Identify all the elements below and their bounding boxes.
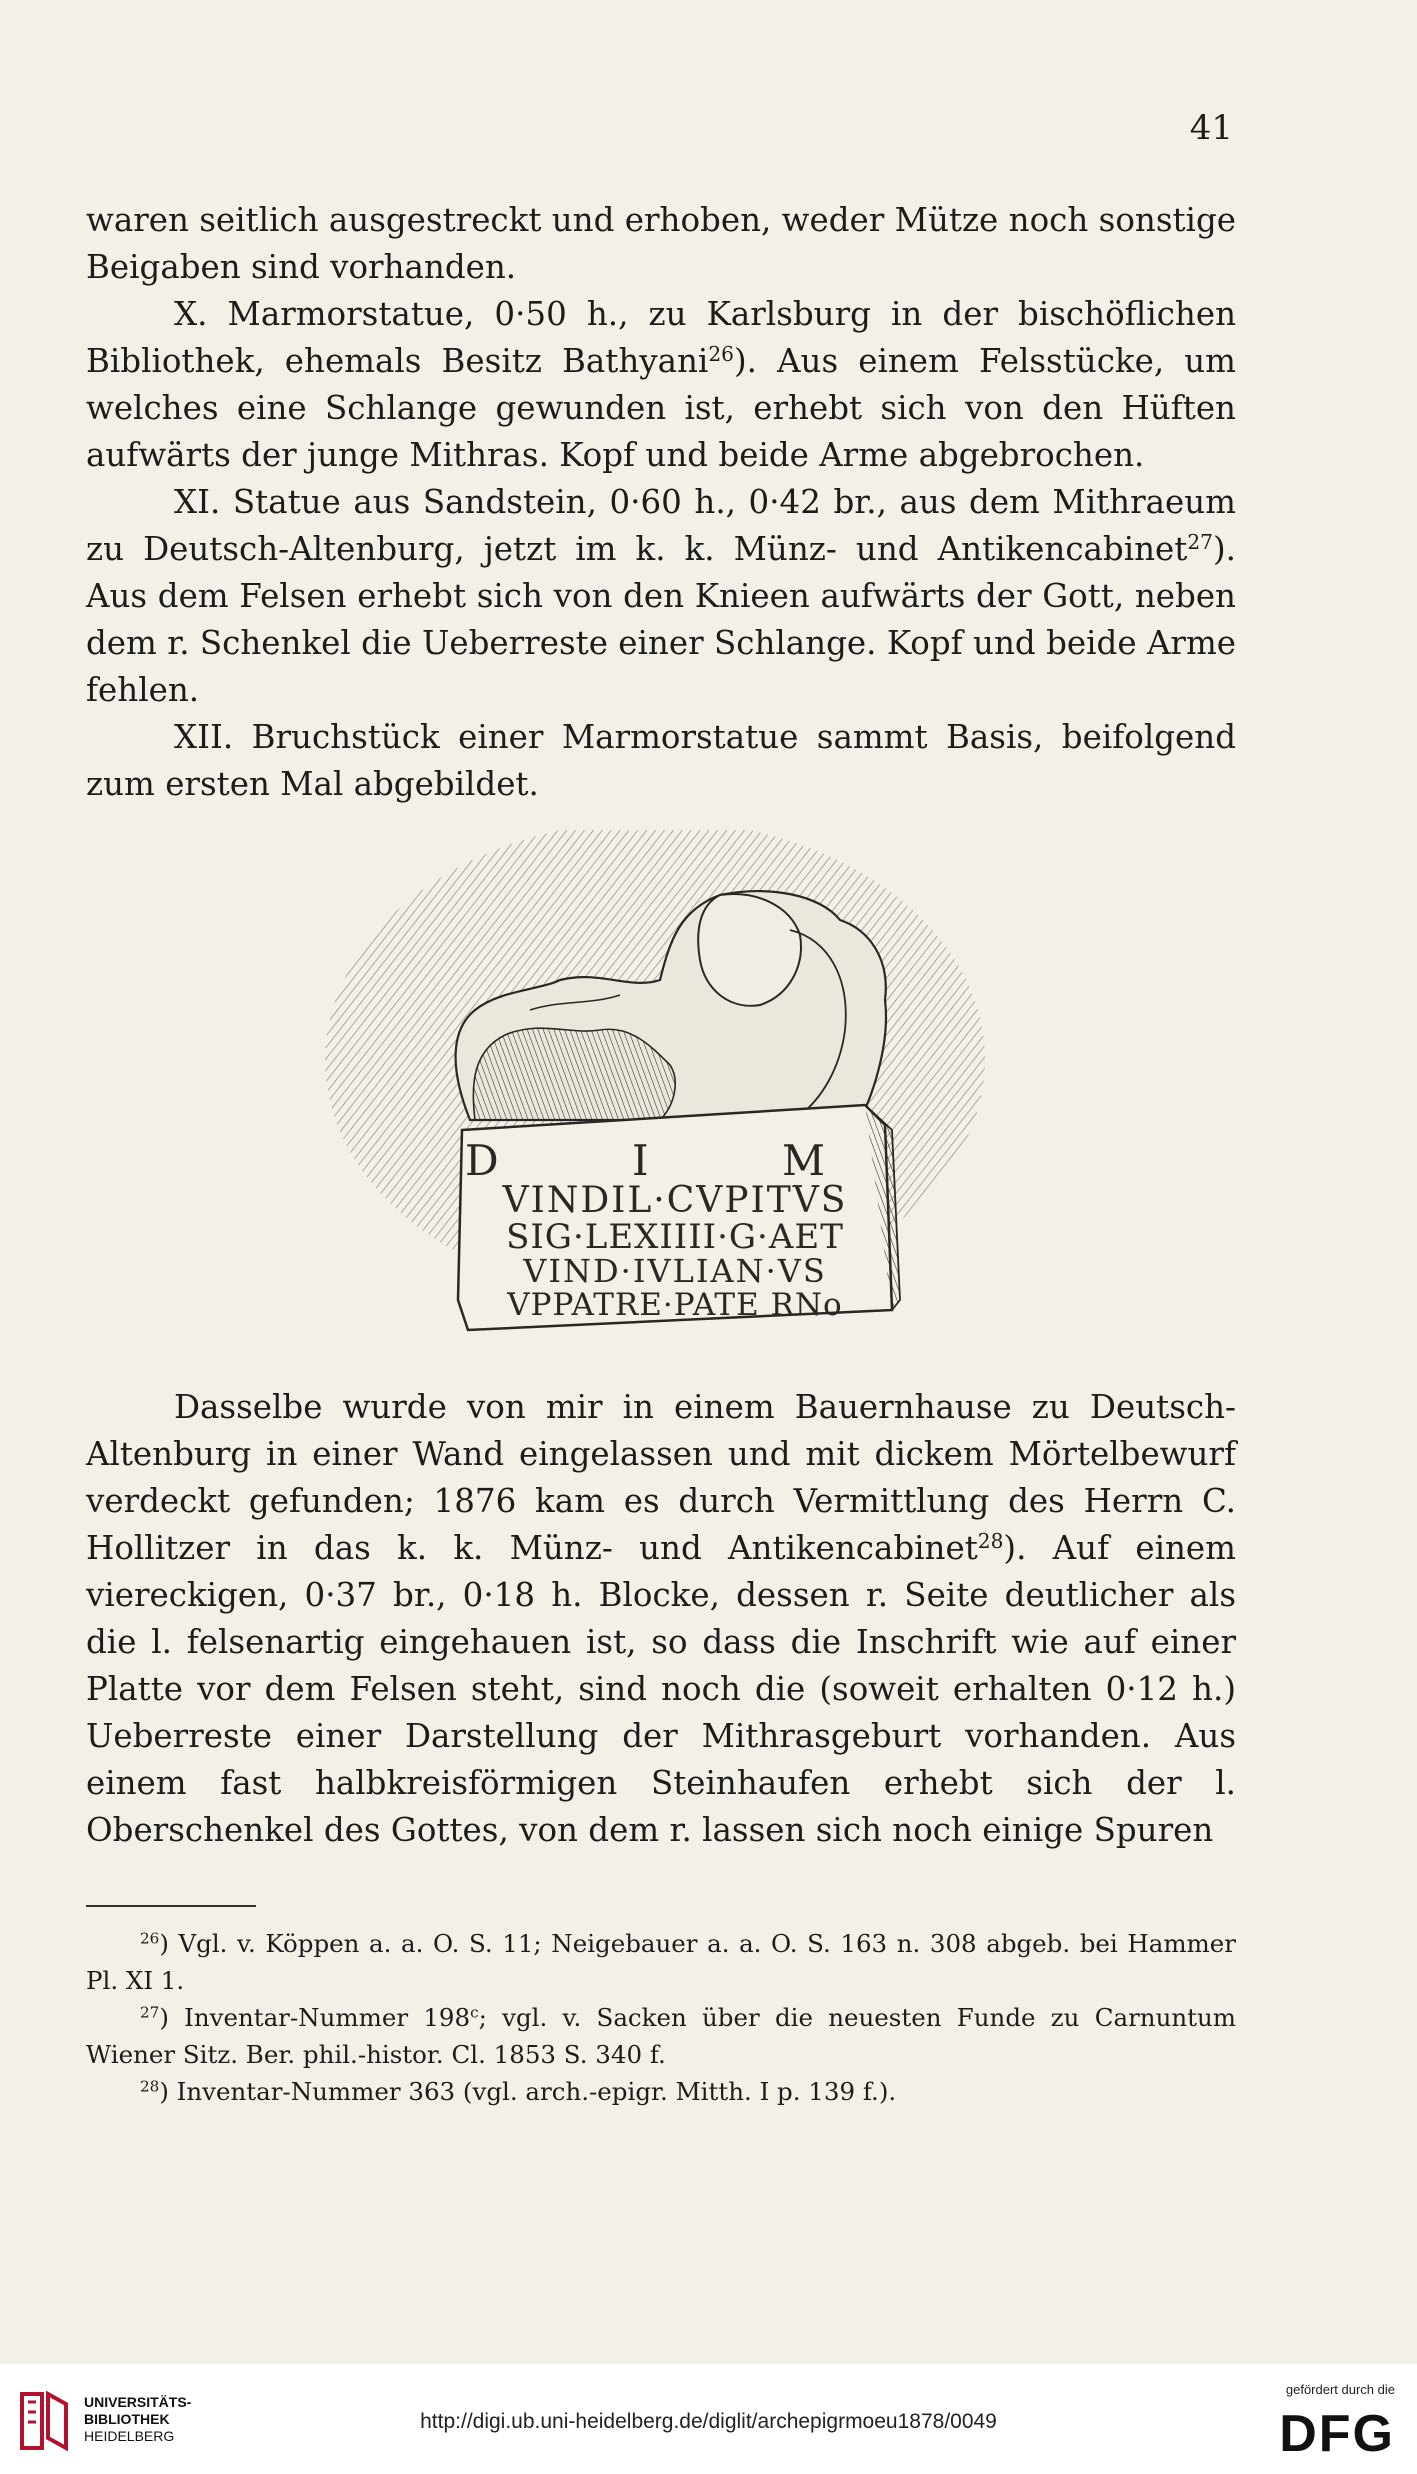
text-run: ). Aus einem Felsstücke, um welches eine Schlange gewunden ist, erhebt sich von den Hüften aufwärts der junge Mithras. Kopf und beide Arme abgebrochen. xyxy=(86,342,1237,474)
text-run: XI. Statue aus Sandstein, 0·60 h., 0·42 br., aus dem Mithraeum zu Deutsch-Altenburg, jetzt im k. k. Münz- und Antikencabinet xyxy=(86,483,1236,568)
paragraph xyxy=(86,1384,1236,1854)
page-number: 41 xyxy=(1189,108,1233,148)
text-run: XII. Bruchstück einer Marmorstatue sammt Basis, beifolgend zum ersten Mal abgebildet. xyxy=(86,718,1236,803)
inscription-line-4: VIND·IVLIAN·VS xyxy=(523,1252,827,1290)
text-run: waren seitlich ausgestreckt und erhoben, weder Mütze noch sonstige Beigaben sind vorhanden. xyxy=(86,201,1236,286)
footnote-rule xyxy=(86,1905,256,1907)
inscription-line-3: SIG·LEXIIII·G·AET xyxy=(506,1217,844,1257)
relief-illustration xyxy=(300,830,1000,1340)
footnote xyxy=(86,2073,1236,2110)
dfg-logo: DFG xyxy=(1279,2405,1395,2463)
paragraph xyxy=(86,197,1236,291)
footnote-ref: 26 xyxy=(708,341,734,366)
text-run: ) Vgl. v. Köppen a. a. O. S. 11; Neigebauer a. a. O. S. 163 n. 308 abgeb. bei Hammer Pl. XI 1. xyxy=(86,1929,1236,1995)
footnote-ref: 28 xyxy=(140,2077,160,2096)
inscription-line-2: VINDIL·CVPITVS xyxy=(502,1180,848,1221)
text-run: ) Inventar-Nummer 363 (vgl. arch.-epigr. Mitth. I p. 139 f.). xyxy=(159,2077,897,2106)
text-run: ). Aus dem Felsen erhebt sich von den Knieen aufwärts der Gott, neben dem r. Schenkel die Ueberreste einer Schlange. Kopf und beide Arme fehlen. xyxy=(86,530,1236,709)
paragraph xyxy=(86,291,1236,479)
text-run: X. Marmorstatue, 0·50 h., zu Karlsburg in der bischöflichen Bibliothek, ehemals Besitz Bathyani xyxy=(86,295,1236,380)
text-run: Dasselbe wurde von mir in einem Bauernhause zu Deutsch-Altenburg in einer Wand eingelassen und mit dickem Mörtelbewurf verdeckt gefunden; 1876 kam es durch Vermittlung des Herrn C. Hollitzer in das k. k. Münz- und Antikencabinet xyxy=(86,1388,1236,1567)
inscription-line-5: VPPATRE·PATE RNo xyxy=(507,1287,843,1323)
mithras-relief-figure xyxy=(300,830,1000,1340)
body-text-top xyxy=(86,197,1236,808)
institution-line-1: UNIVERSITÄTS- xyxy=(84,2394,192,2410)
text-run: ; vgl. v. Sacken über die neuesten Funde zu Carnuntum Wiener Sitz. Ber. phil.-histor. Cl. 1853 S. 340 f. xyxy=(86,2003,1236,2069)
footnote-ref: 28 xyxy=(977,1528,1004,1553)
footnotes xyxy=(86,1925,1236,2110)
paragraph xyxy=(86,714,1236,808)
footnote xyxy=(86,1999,1236,2073)
inscription-line-1: D I M xyxy=(465,1136,885,1185)
institution-line-3: HEIDELBERG xyxy=(84,2428,175,2444)
footnote-ref: c xyxy=(470,2003,479,2022)
paragraph xyxy=(86,479,1236,714)
footnote xyxy=(86,1925,1236,1999)
institution-line-2: BIBLIOTHEK xyxy=(84,2411,170,2427)
text-run: ) Inventar-Nummer 198 xyxy=(159,2003,471,2032)
body-text-bottom xyxy=(86,1384,1236,1854)
footnote-ref: 26 xyxy=(140,1929,160,1948)
footnote-ref: 27 xyxy=(140,2003,160,2022)
funding-note: gefördert durch die xyxy=(1285,2382,1395,2397)
footnote-ref: 27 xyxy=(1187,529,1213,554)
rock-mass xyxy=(473,1028,675,1120)
permalink-url[interactable]: http://digi.ub.uni-heidelberg.de/diglit/archepigrmoeu1878/0049 xyxy=(420,2410,997,2433)
digitization-footer xyxy=(0,2364,1417,2474)
text-run: ). Auf einem viereckigen, 0·37 br., 0·18 h. Blocke, dessen r. Seite deutlicher als die l. felsenartig eingehauen ist, so dass die Inschrift wie auf einer Platte vor dem Felsen steht, sind noch die (soweit erhalten 0·12 h.) Ueberreste einer Darstellung der Mithrasgeburt vorhanden. Aus einem fast halbkreisförmigen Steinhaufen erhebt sich der l. Oberschenkel des Gottes, von dem r. lassen sich noch einige Spuren xyxy=(86,1529,1236,1849)
